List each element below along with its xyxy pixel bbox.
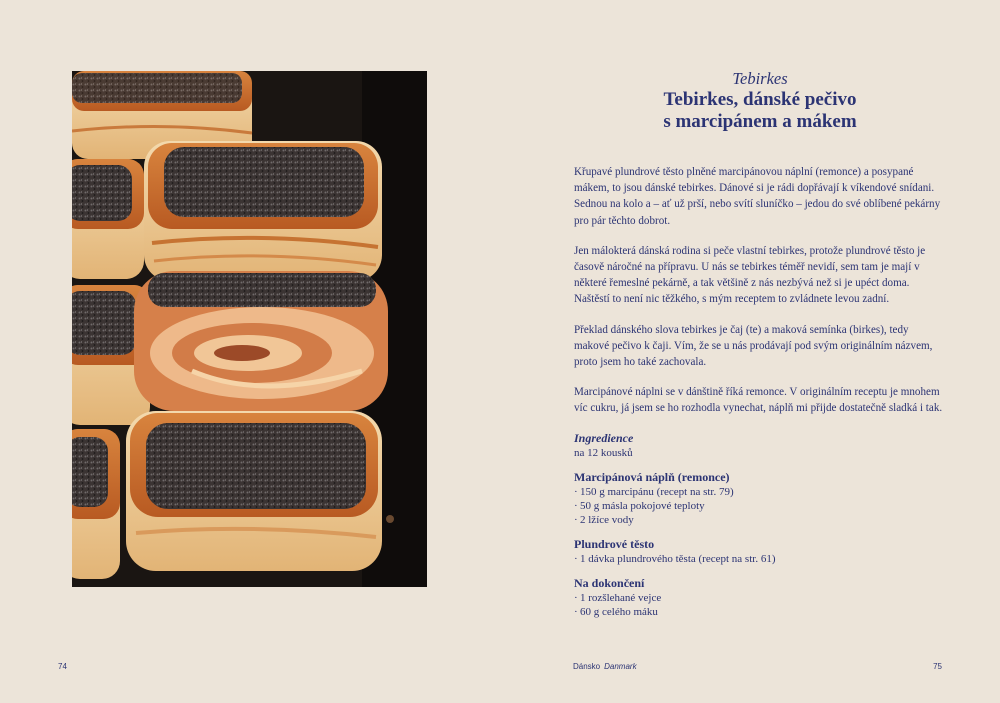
ingredients-block: [574, 431, 946, 460]
ingredient-item: · 1 dávka plundrového těsta (recept na str. 61): [574, 552, 946, 566]
section-name-cs: Dánsko: [573, 662, 601, 671]
section-heading: Plundrové těsto: [574, 536, 655, 551]
recipe-column: [574, 70, 946, 629]
ingredient-item: · 50 g másla pokojové teploty: [574, 499, 946, 513]
ingredient-item: · 60 g celého máku: [574, 605, 946, 619]
section-name-en: Danmark: [604, 662, 637, 671]
section-heading: Na dokončení: [574, 575, 645, 590]
ingredient-section-finishing: [574, 576, 946, 619]
intro-paragraph: Jen málokterá dánská rodina si peče vlastní tebirkes, protože plundrové těsto je časově náročné na přípravu. U nás se tebirkes téměř nevidí, sem tam je mají v některé řemeslné pekárně, a tak většině z nás nezbývá než si je upéct doma. Naštěstí to není nic těžkého, s mým receptem to zvládnete levou zadní.: [574, 244, 926, 306]
page-number-left: 74: [58, 662, 67, 671]
intro-paragraph: Marcipánové náplni se v dánštině říká remonce. V originálním receptu je mnohem víc cukru, já jsem se ho rozhodla vynechat, náplň mi přijde dostatečně sladká i tak.: [574, 386, 943, 415]
pastry-left-3: [72, 429, 120, 579]
ingredient-item: · 2 lžíce vody: [574, 513, 946, 527]
ingredient-list: [574, 485, 946, 527]
ingredient-section-dough: [574, 537, 946, 566]
section-heading: Marcipánová náplň (remonce): [574, 469, 730, 484]
pastry-middle-upper: [144, 141, 382, 281]
ingredient-item: · 1 rozšlehané vejce: [574, 591, 946, 605]
recipe-intro: [574, 164, 946, 417]
ingredients-heading: Ingredience: [574, 430, 634, 445]
page-number-right: 75: [933, 662, 942, 671]
intro-paragraph: Křupavé plundrové těsto plněné marcipánovou náplní (remonce) a posypané mákem, to jsou dánské tebirkes. Dánové si je rádi dopřávají k víkendové snídani. Sednou na kolo a – ať už prší, nebo svítí sluníčko – jedou do své oblíbené pekárny pro pár těchto dobrot.: [574, 166, 941, 227]
ingredient-item: · 150 g marcipánu (recept na str. 79): [574, 485, 946, 499]
pastry-spiral: [134, 271, 388, 411]
ingredient-list: [574, 552, 946, 566]
intro-paragraph: Překlad dánského slova tebirkes je čaj (te) a maková semínka (birkes), tedy makové pečivo k čaji. Vím, že se u nás prodávají pod svým originálním názvem, proto jsem ho také zachovala.: [574, 323, 933, 369]
pastry-photo: [72, 71, 427, 587]
running-footer: [573, 662, 637, 671]
ingredient-list: [574, 591, 946, 619]
recipe-yield: na 12 kousků: [574, 446, 633, 459]
recipe-title-line1: Tebirkes, dánské pečivo: [663, 89, 857, 110]
ingredient-section-filling: [574, 470, 946, 527]
recipe-kicker: Tebirkes: [732, 69, 788, 88]
recipe-title: [574, 89, 946, 133]
recipe-title-line2: s marcipánem a mákem: [663, 111, 857, 132]
pastry-photo-illustration: [72, 71, 427, 587]
pastry-bottom: [126, 411, 382, 571]
pastry-left-1: [72, 159, 144, 279]
